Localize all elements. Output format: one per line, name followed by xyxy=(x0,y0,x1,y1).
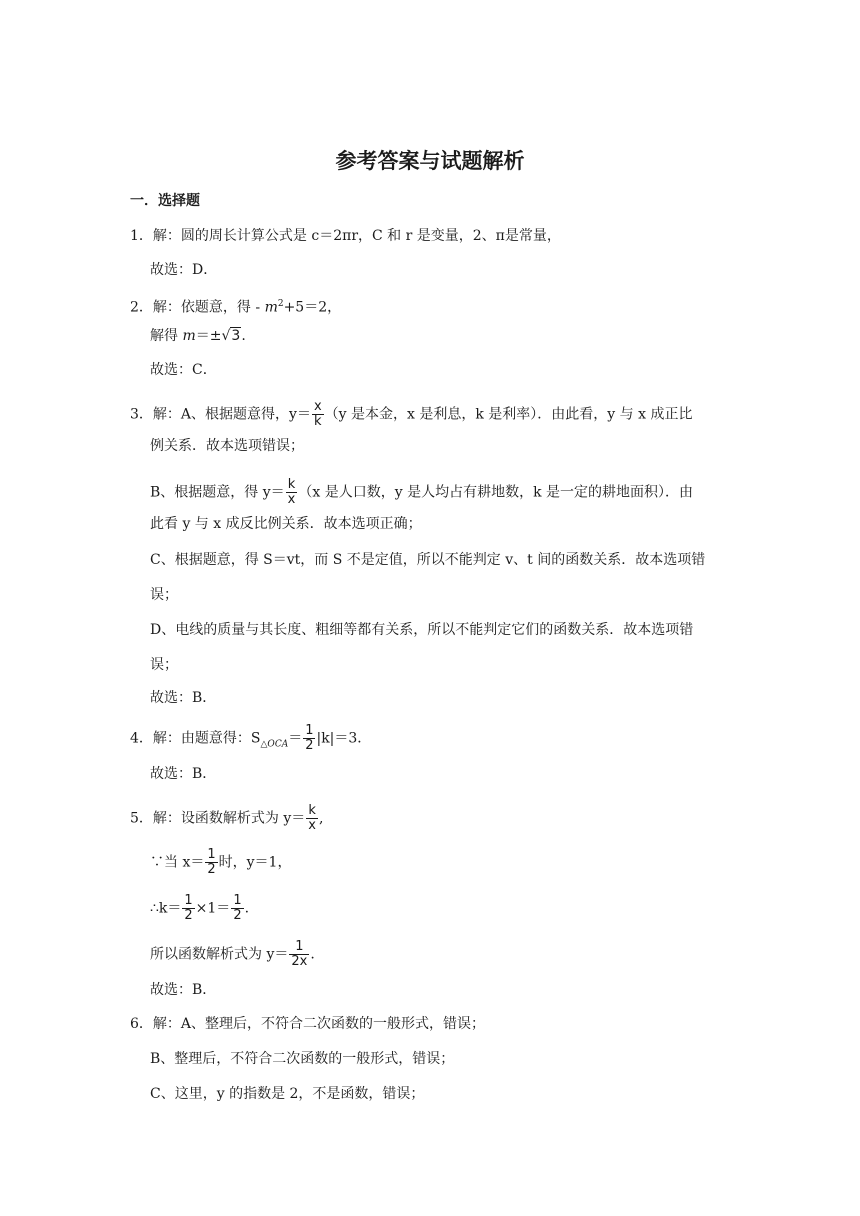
fraction: $\frac{1}{2}$ xyxy=(305,723,314,753)
question-3-option-c-cont: 误； xyxy=(150,587,178,603)
question-6-option-c: C、这里，y 的指数是 2，不是函数，错误； xyxy=(150,1086,425,1102)
question-4-answer: 故选：B． xyxy=(150,766,217,782)
question-4-line-1: 4．解：由题意得：$S_{\triangle OCA}=$ $\frac{1}{2}$ |k|＝3． xyxy=(130,723,372,753)
fraction: $\frac{k}{x}$ xyxy=(287,477,296,507)
question-2-line-2: 解得 m＝±√3. xyxy=(150,328,246,344)
question-2-line-1: 2．解：依题意，得 - $m^2+5=2$， xyxy=(130,299,342,316)
question-3-option-b-cont: 此看 y 与 x 成反比例关系．故本选项正确； xyxy=(150,516,422,532)
fraction: $\frac{x}{k}$ xyxy=(313,399,322,429)
question-6-option-b: B、整理后，不符合二次函数的一般形式，错误； xyxy=(150,1051,455,1067)
question-number: 1． xyxy=(130,228,153,244)
question-2-answer: 故选：C． xyxy=(150,362,217,378)
fraction: $\frac{1}{2}$ xyxy=(233,893,242,923)
page-title: 参考答案与试题解析 xyxy=(335,149,525,173)
question-3-option-a: 3．解：A、根据题意得，y＝ $\frac{x}{k}$ （y 是本金，x 是利息，k 是利率）．由此看，y 与 x 成正比 xyxy=(130,399,693,429)
question-5-line-1: 5．解：设函数解析式为 y＝ $\frac{k}{x}$ , xyxy=(130,803,324,833)
question-1-line-1 xyxy=(130,226,561,246)
question-6-option-a: 6．解：A、整理后，不符合二次函数的一般形式，错误； xyxy=(130,1016,486,1032)
solution-text: 解：圆的周长计算公式是 c＝2πr，C 和 r 是变量，2、π是常量， xyxy=(152,228,561,244)
fraction: $\frac{k}{x}$ xyxy=(308,803,316,833)
question-5-line-4: 所以函数解析式为 y＝ $\frac{1}{2x}$ . xyxy=(150,939,315,969)
question-5-line-2: ∵当 x＝ $\frac{1}{2}$ 时，y＝1， xyxy=(150,847,292,877)
question-3-option-d: D、电线的质量与其长度、粗细等都有关系，所以不能判定它们的函数关系．故本选项错 xyxy=(150,622,694,638)
question-3-option-c: C、根据题意，得 S＝vt，而 S 不是定值，所以不能判定 v、t 间的函数关系．故本选项错 xyxy=(150,552,706,568)
question-3-option-d-cont: 误； xyxy=(150,657,178,673)
question-3-option-a-cont: 例关系．故本选项错误； xyxy=(150,438,304,454)
section-heading: 一．选择题 xyxy=(130,193,200,209)
fraction: $\frac{1}{2x}$ xyxy=(291,939,308,969)
fraction: $\frac{1}{2}$ xyxy=(184,893,193,923)
question-3-answer: 故选：B． xyxy=(150,690,217,706)
fraction: $\frac{1}{2}$ xyxy=(207,847,216,877)
question-3-option-b: B、根据题意，得 y＝ $\frac{k}{x}$ （x 是人口数，y 是人均占有耕地数，k 是一定的耕地面积）．由 xyxy=(150,477,693,507)
question-5-line-3: ∴k＝ $\frac{1}{2}$ ×1＝ $\frac{1}{2}$ . xyxy=(150,893,250,923)
question-5-answer: 故选：B． xyxy=(150,982,217,998)
sqrt-symbol: √3 xyxy=(221,328,241,344)
question-1-answer: 故选：D． xyxy=(150,262,218,278)
